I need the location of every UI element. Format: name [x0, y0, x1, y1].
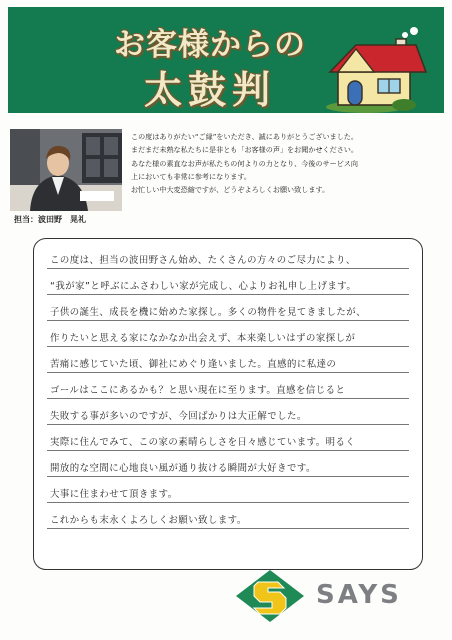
title-line-1: お客様からの	[114, 27, 306, 63]
letter-line	[47, 247, 409, 269]
intro-line: 上においても非常に参考になります。	[131, 171, 252, 181]
letter-line	[47, 351, 409, 373]
letter-line-text: これからも末永くよろしくお願い致します。	[50, 515, 247, 526]
title-line-2: 太鼓判	[143, 68, 276, 112]
intro-line: この度はありがたい“ご縁”をいただき、誠にありがとうございました。	[131, 132, 358, 141]
letter-line	[47, 377, 409, 399]
letter-line	[47, 481, 409, 503]
letter-line-text: この度は、担当の波田野さん始め、たくさんの方々のご尽力により、	[50, 255, 356, 266]
letter-line-text: 子供の誕生、成長を機に始めた家探し。多くの物件を見てきましたが、	[50, 307, 367, 318]
letter-line-text: 苦痛に感じていた頃、御社にめぐり逢いました。直感的に私達の	[50, 359, 337, 370]
letter-line-text: 大事に住まわせて頂きます。	[50, 489, 178, 500]
intro-line: まだまだ未熟な私たちに是非とも「お客様の声」をお聞かせください。	[131, 145, 358, 155]
letter-line-text: 開放的な空間に心地良い風が通り抜ける瞬間が大好きです。	[50, 463, 316, 474]
letter-line	[47, 507, 409, 529]
says-logo-mark	[234, 568, 306, 624]
letter-line	[47, 455, 409, 477]
letter-line-text: 実際に住んでみて、この家の素晴らしさを日々感じています。明るく	[50, 437, 356, 448]
letter-line	[47, 403, 409, 425]
letter-line-text: “我が家”と呼ぶにふさわしい家が完成し、心よりお礼申し上げます。	[50, 281, 357, 292]
letter-line	[47, 429, 409, 451]
page-title	[92, 13, 328, 112]
letter-line-text: 失敗する事が多いのですが、今回ばかりは大正解でした。	[50, 411, 307, 422]
intro-line: お忙しい中大変恐縮ですが、どうぞよろしくお願い致します。	[131, 185, 330, 195]
company-name: SAYS	[316, 580, 402, 610]
house-illustration	[326, 25, 430, 113]
letter-line	[47, 299, 409, 321]
letter-line-text: ゴールはここにあるかも？と思い現在に至ります。直感を信じると	[50, 385, 346, 396]
staff-photo	[10, 129, 122, 211]
intro-line: あなた様の素直なお声が私たちの何よりの力となり、今後のサービス向	[131, 158, 358, 168]
intro-text	[131, 130, 443, 196]
handwritten-letter	[33, 238, 423, 570]
header-banner	[8, 7, 444, 113]
letter-line	[47, 273, 409, 295]
letter-line-text: 作りたいと思える家になかなか出会えず、本来楽しいはずの家探しが	[50, 333, 356, 344]
staff-caption: 担当：波田野 晃礼	[14, 215, 86, 224]
letter-line	[47, 325, 409, 347]
